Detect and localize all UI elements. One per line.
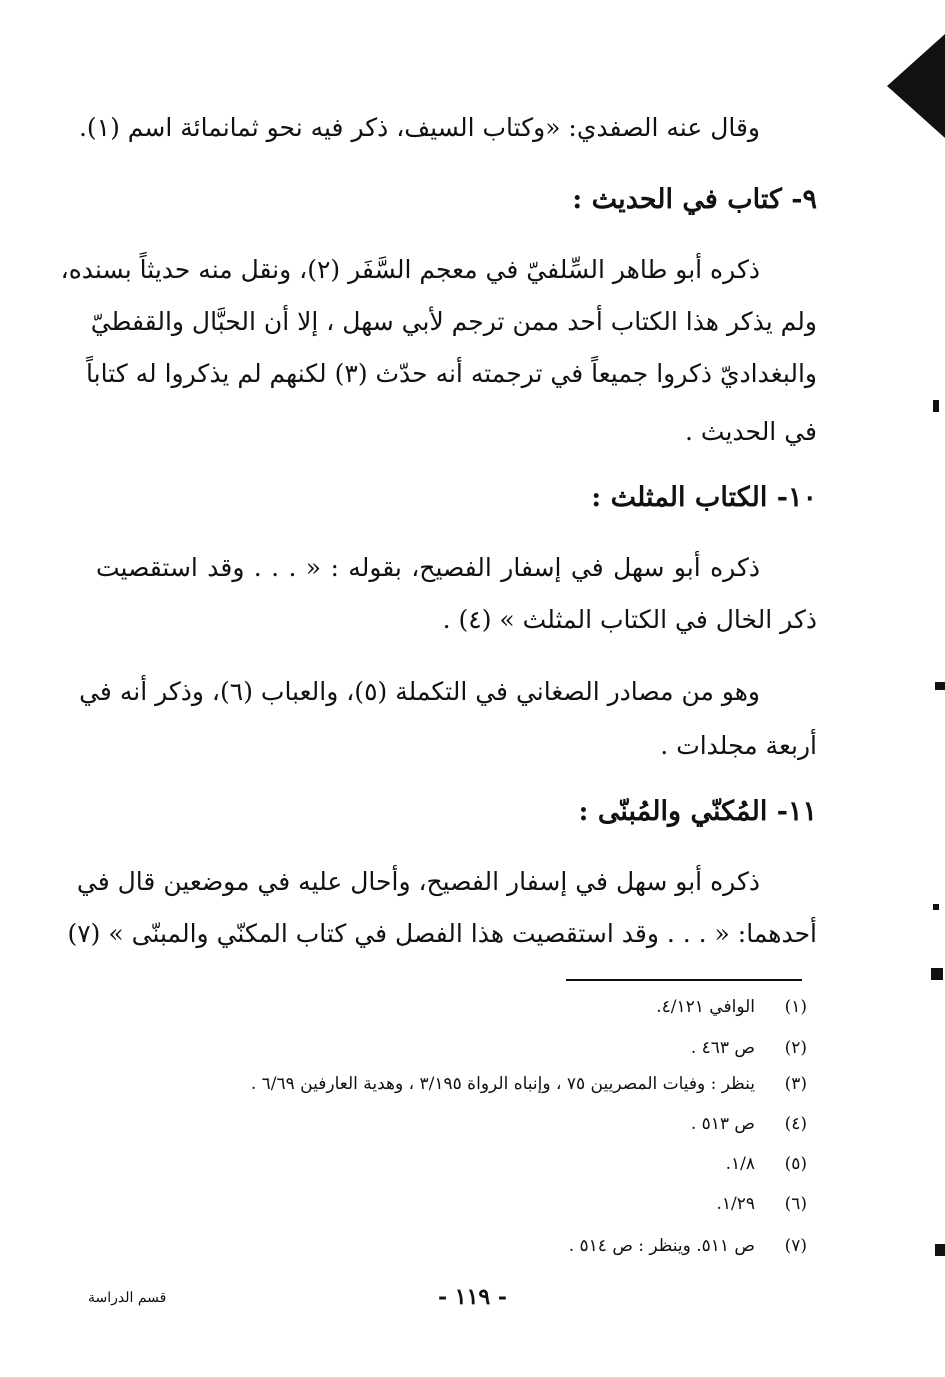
body-line: ولم يذكر هذا الكتاب أحد ممن ترجم لأبي سهل ، إلا أن الحبَّال والقفطيّ <box>90 307 817 336</box>
footnote-number: (٢) <box>784 1038 807 1058</box>
footnote <box>120 993 807 1021</box>
body-line: ذكره أبو طاهر السِّلفيّ في معجم السَّفَر (٢)، ونقل منه حديثاً بسنده، <box>60 255 760 284</box>
edge-mark <box>935 682 945 690</box>
footnote <box>120 1110 807 1138</box>
footnote-text: ينظر : وفيات المصريين ٧٥ ، وإنباه الرواة ٣/١٩٥ ، وهدية العارفين ٦/٦٩ . <box>250 1074 755 1094</box>
footnote-number: (٥) <box>784 1154 807 1174</box>
footnote-text: ١/٢٩. <box>716 1194 755 1214</box>
section-heading: ٩- كتاب في الحديث : <box>572 184 817 215</box>
section-label: قسم الدراسة <box>88 1290 167 1306</box>
footnote-number: (٣) <box>784 1074 807 1094</box>
footnote-number: (٧) <box>784 1236 807 1256</box>
body-line: أربعة مجلدات . <box>660 731 817 760</box>
footnote-number: (٦) <box>784 1194 807 1214</box>
footnote-separator <box>566 979 802 981</box>
body-line: والبغداديّ ذكروا جميعاً في ترجمته أنه حدّث (٣) لكنهم لم يذكروا له كتاباً <box>86 359 817 388</box>
corner-triangle-mark <box>887 34 945 138</box>
footnote <box>120 1232 807 1260</box>
edge-mark <box>931 968 943 980</box>
body-line: وهو من مصادر الصغاني في التكملة (٥)، والعباب (٦)، وذكر أنه في <box>79 677 760 706</box>
body-line: في الحديث . <box>685 417 817 446</box>
body-line: أحدهما: « . . . وقد استقصيت هذا الفصل في كتاب المكنّي والمبنّى » (٧) <box>67 919 817 948</box>
page-number: - ١١٩ - <box>437 1284 508 1310</box>
footnote <box>120 1070 807 1098</box>
footnote-text: ص ٥١٣ . <box>690 1114 755 1134</box>
body-line: ذكر الخال في الكتاب المثلث » (٤) . <box>442 605 817 634</box>
section-heading: ١١- المُكنّي والمُبنّى : <box>578 796 817 827</box>
body-line: ذكره أبو سهل في إسفار الفصيح، وأحال عليه في موضعين قال في <box>76 867 760 896</box>
section-heading: ١٠- الكتاب المثلث : <box>591 482 817 513</box>
edge-mark <box>933 400 939 412</box>
footnote-number: (١) <box>784 997 807 1017</box>
body-line: ذكره أبو سهل في إسفار الفصيح، بقوله : « . . . وقد استقصيت <box>96 553 760 582</box>
footnote-text: ص ٥١١. وينظر : ص ٥١٤ . <box>568 1236 755 1256</box>
body-line: وقال عنه الصفدي: «وكتاب السيف، ذكر فيه نحو ثمانمائة اسم (١). <box>78 113 760 142</box>
edge-mark <box>933 904 939 910</box>
footnote <box>120 1150 807 1178</box>
footnote-number: (٤) <box>784 1114 807 1134</box>
footnote-text: ١/٨. <box>725 1154 755 1174</box>
footnote-text: ص ٤٦٣ . <box>690 1038 755 1058</box>
footnote-text: الوافي ٤/١٢١. <box>656 997 755 1017</box>
footnote <box>120 1034 807 1062</box>
footnote <box>120 1190 807 1218</box>
edge-mark <box>935 1244 945 1256</box>
